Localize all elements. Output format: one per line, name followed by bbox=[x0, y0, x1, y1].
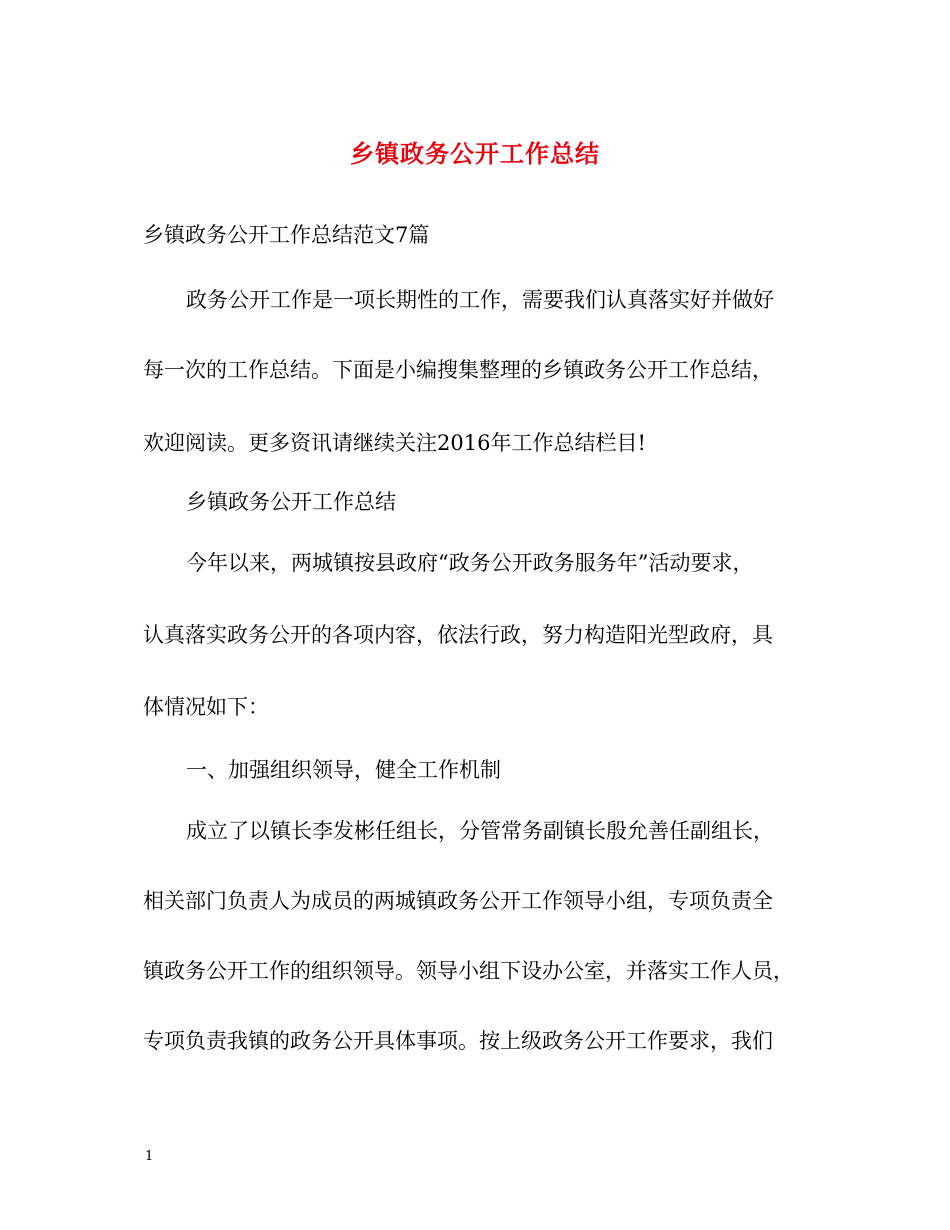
paragraph-line: 认真落实政务公开的各项内容，依法行政，努力构造阳光型政府，具 bbox=[143, 623, 773, 647]
subtitle-line: 乡镇政务公开工作总结范文7篇 bbox=[143, 223, 430, 247]
paragraph-line: 相关部门负责人为成员的两城镇政务公开工作领导小组，专项负责全 bbox=[143, 889, 773, 913]
page-number: 1 bbox=[145, 1149, 154, 1164]
paragraph-line: 政务公开工作是一项长期性的工作，需要我们认真落实好并做好 bbox=[186, 288, 774, 312]
section-heading: 乡镇政务公开工作总结 bbox=[186, 490, 396, 514]
paragraph-line: 专项负责我镇的政务公开具体事项。按上级政务公开工作要求，我们 bbox=[143, 1029, 773, 1053]
paragraph-line: 成立了以镇长李发彬任组长，分管常务副镇长殷允善任副组长， bbox=[186, 819, 774, 843]
paragraph-line: 欢迎阅读。更多资讯请继续关注2016年工作总结栏目! bbox=[143, 431, 646, 455]
paragraph-line: 每一次的工作总结。下面是小编搜集整理的乡镇政务公开工作总结， bbox=[143, 358, 773, 382]
document-title: 乡镇政务公开工作总结 bbox=[350, 139, 600, 168]
paragraph-line: 镇政务公开工作的组织领导。领导小组下设办公室，并落实工作人员， bbox=[143, 959, 794, 983]
paragraph-line: 今年以来，两城镇按县政府“政务公开政务服务年”活动要求， bbox=[186, 551, 754, 575]
section-heading: 一、加强组织领导，健全工作机制 bbox=[186, 758, 501, 782]
paragraph-line: 体情况如下： bbox=[143, 695, 269, 719]
